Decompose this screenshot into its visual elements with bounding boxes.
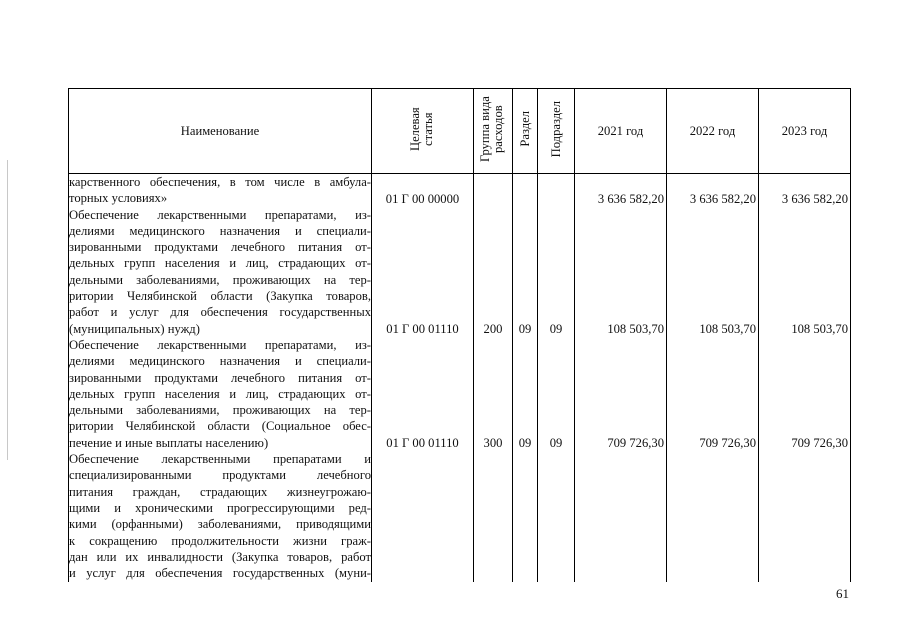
- name-line: зированными продуктами лечебного питания от-: [69, 370, 371, 385]
- table-body-row: [69, 174, 851, 582]
- name-line: Обеспечение лекарственными препаратами и: [69, 452, 371, 467]
- header-section: Раздел: [513, 89, 538, 174]
- name-line: и услуг для обеспечения государственных (муни-: [69, 566, 371, 581]
- y2022-cell: [667, 174, 759, 582]
- row2-y2022: 108 503,70: [699, 322, 756, 336]
- name-line: делиями медицинского назначения и специали-: [69, 354, 371, 369]
- name-line: ритории Челябинской области (Социальное обес-: [69, 419, 371, 434]
- name-line: печение и иные выплаты населению): [69, 435, 269, 450]
- name-line: делиями медицинского назначения и специали-: [69, 223, 371, 238]
- budget-table: [68, 88, 851, 582]
- name-line: питания граждан, страдающих жизнеугрожаю-: [69, 484, 371, 499]
- header-2023: 2023 год: [759, 89, 851, 174]
- row3-y2022: 709 726,30: [699, 436, 756, 450]
- name-line: Обеспечение лекарственными препаратами, из-: [69, 337, 371, 352]
- row3-y2023: 709 726,30: [791, 436, 848, 450]
- row1-y2022: 3 636 582,20: [689, 192, 756, 206]
- name-line: специализированными продуктами лечебного: [69, 468, 371, 483]
- row2-y2023: 108 503,70: [791, 322, 848, 336]
- page-number: 61: [836, 586, 849, 601]
- name-line: дельных групп населения и лиц, страдающих от-: [69, 386, 371, 401]
- name-line: щими и хроническими прогрессирующими ред-: [69, 500, 371, 515]
- name-line: торных условиях»: [69, 191, 168, 206]
- name-line: ритории Челябинской области (Закупка товаров,: [69, 289, 371, 304]
- group-cell: [474, 174, 513, 582]
- margin-line: [7, 160, 8, 460]
- y2021-cell: [575, 174, 667, 582]
- row3-y2021: 709 726,30: [607, 436, 664, 450]
- row1-target: 01 Г 00 00000: [385, 192, 460, 206]
- row3-subsection: 09: [549, 436, 563, 450]
- header-group: Группа вида расходов: [474, 89, 513, 174]
- row1-y2021: 3 636 582,20: [597, 192, 664, 206]
- table-header-row: [69, 89, 851, 174]
- name-line: зированными продуктами лечебного питания от-: [69, 240, 371, 255]
- name-line: кими (орфанными) заболеваниями, приводящими: [69, 517, 371, 532]
- name-line: к сокращению продолжительности жизни граж-: [69, 533, 371, 548]
- name-cell: [69, 174, 372, 582]
- row2-target: 01 Г 00 01110: [386, 322, 459, 336]
- row2-section: 09: [518, 322, 532, 336]
- row2-group: 200: [483, 322, 503, 336]
- subsection-cell: [538, 174, 575, 582]
- name-line: работ и услуг для обеспечения государственных: [69, 305, 371, 320]
- row3-target: 01 Г 00 01110: [386, 436, 459, 450]
- header-2021: 2021 год: [575, 89, 667, 174]
- name-line: дан или их инвалидности (Закупка товаров, работ: [69, 549, 371, 564]
- header-target: Целевая статья: [372, 89, 474, 174]
- row1-y2023: 3 636 582,20: [781, 192, 848, 206]
- name-line: (муниципальных) нужд): [69, 321, 200, 336]
- header-2022: 2022 год: [667, 89, 759, 174]
- header-subsection: Подраздел: [538, 89, 575, 174]
- row3-section: 09: [518, 436, 532, 450]
- name-line: дельными заболеваниями, проживающих на тер-: [69, 272, 371, 287]
- name-line: дельными заболеваниями, проживающих на тер-: [69, 403, 371, 418]
- name-line: карственного обеспечения, в том числе в амбула-: [69, 175, 371, 189]
- y2023-cell: [759, 174, 851, 582]
- name-line: Обеспечение лекарственными препаратами, из-: [69, 207, 371, 222]
- row3-group: 300: [483, 436, 503, 450]
- header-name: Наименование: [69, 89, 372, 174]
- row2-y2021: 108 503,70: [607, 322, 664, 336]
- row2-subsection: 09: [549, 322, 563, 336]
- target-cell: [372, 174, 474, 582]
- section-cell: [513, 174, 538, 582]
- name-line: дельных групп населения и лиц, страдающих от-: [69, 256, 371, 271]
